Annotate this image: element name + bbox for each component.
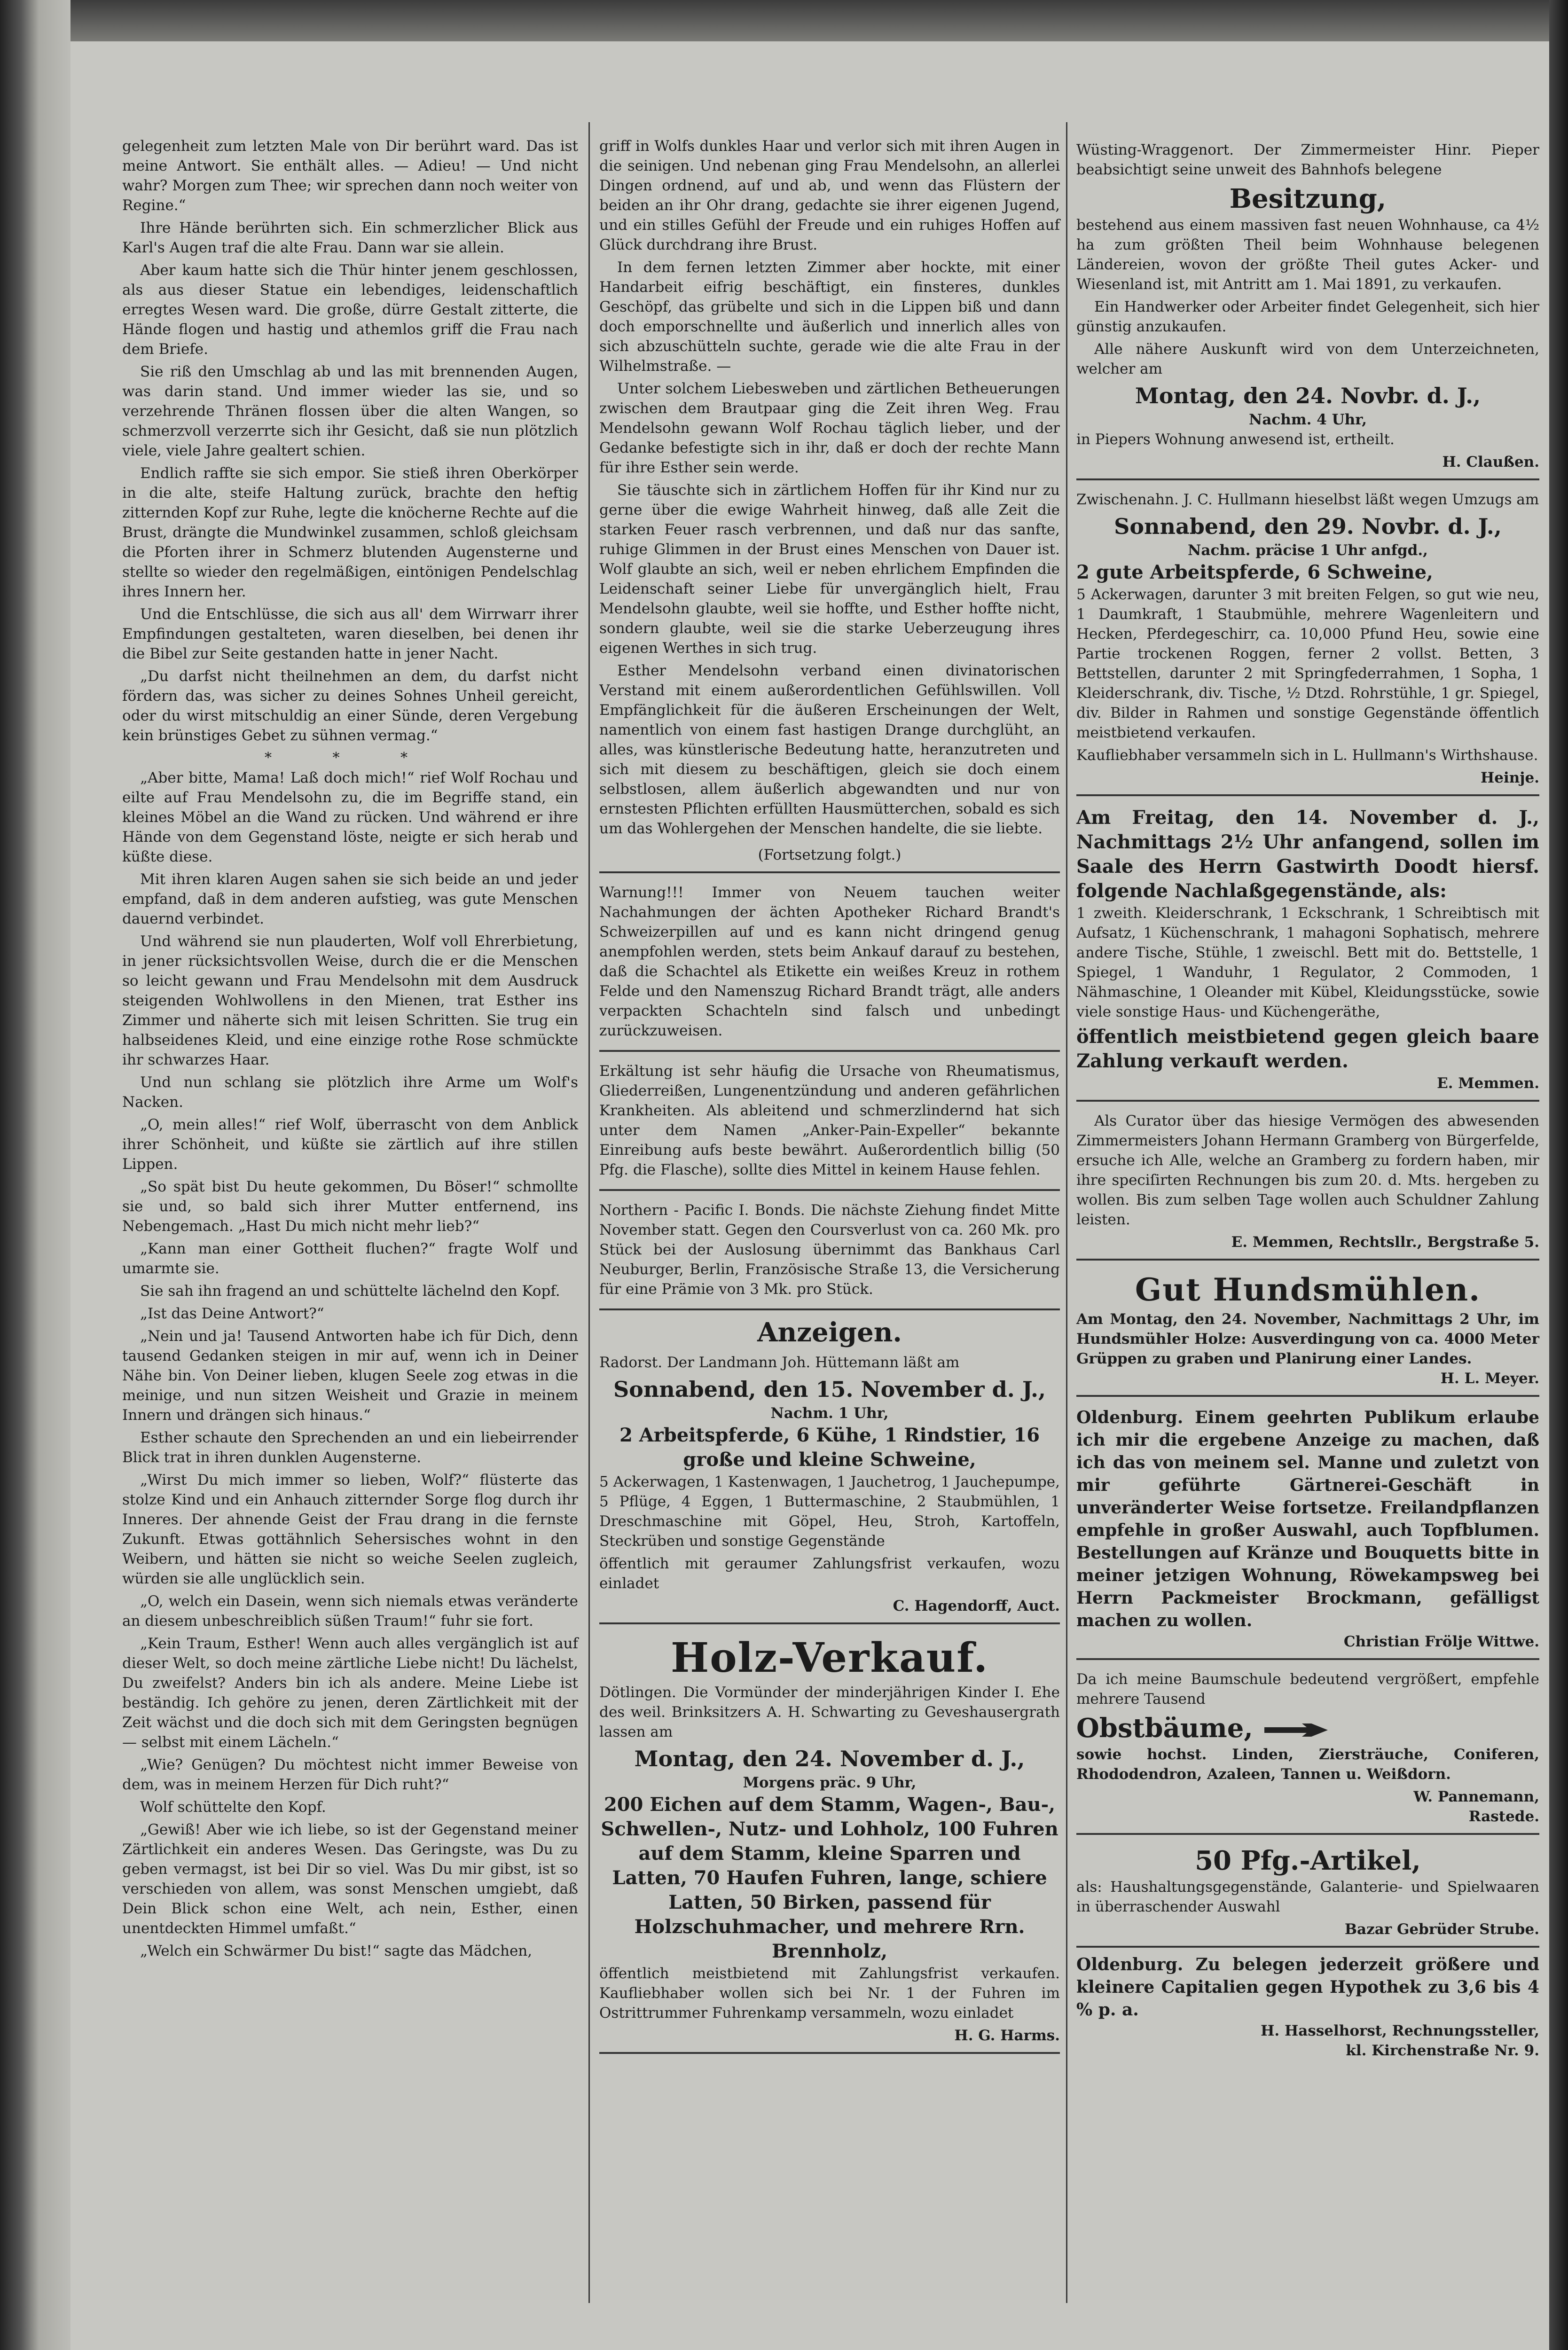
ad-outro: öffentlich meistbietend mit Zahlungsfrist verkaufen. Kaufliebhaber wollen sich bei Nr. 1 der Fuhren im Ostrittrummer Fuhrenkamp versammeln, wozu einladet [599,1965,1060,2021]
story-paragraph: „So spät bist Du heute gekommen, Du Böser!“ schmollte sie und, so bald sich ihrer Mutter entfernend, ins Nebengemach. „Hast Du mich nicht mehr lieb?“ [122,1178,578,1235]
story-paragraph: Und die Entschlüsse, die sich aus all' dem Wirrwarr ihrer Empfindungen gestalteten, waren dieselben, bei denen ihr die Bibel zur Seite gestanden hatte in jener Nacht. [122,606,578,662]
story-paragraph: Aber kaum hatte sich die Thür hinter jenem geschlossen, als aus dieser Statue ein lebendiges, leidenschaftlich erregtes Wesen ward. Die große, dürre Gestalt zitterte, die Hände flogen und hastig und athemlos griff die Frau nach dem Briefe. [122,262,578,358]
ad-signature: H. Claußen. [1442,454,1539,470]
story-paragraph: „Nein und ja! Tausend Antworten habe ich für Dich, denn tausend Gedanken steigen in mir auf, wenn ich in Deiner Nähe bin. Von Deiner lieben, klugen Seele zog etwas in die meinige, und nun sitzen Weisheit und Grazie in meinem Innern und drängen sich hinaus.“ [122,1328,578,1424]
notice-text: Warnung!!! Immer von Neuem tauchen weiter Nachahmungen der ächten Apotheker Richard Brandt's Schweizerpillen auf und es kann nicht dringend genug anempfohlen werden, stets beim Ankauf darauf zu bestehen, daß die Schachtel als Etikette ein weißes Kreuz in rothem Felde und den Namenszug Richard Brandt trägt, alle anders verpackten Schachteln sind falsch und unbedingt zurückzuweisen. [599,884,1060,1039]
ad-zwischenahn [1076,486,1539,796]
ad-outro: Kaufliebhaber versammeln sich in L. Hullmann's Wirthshause. [1076,747,1538,764]
ad-time: Nachm. 4 Uhr, [1248,411,1367,428]
ad-signature: Christian Frölje Wittwe. [1343,1633,1539,1650]
story-column [122,136,578,1964]
ad-heading: Besitzung, [1229,183,1387,214]
ad-body: als: Haushaltungsgegenstände, Galanterie- und Spielwaaren in überraschender Auswahl [1076,1879,1539,1915]
ad-signature: Heinje. [1480,769,1539,786]
ad-date: Montag, den 24. November d. J., [634,1746,1025,1771]
ad-signature: E. Memmen, Rechtsllr., Bergstraße 5. [1231,1234,1539,1251]
ad-signature: E. Memmen. [1437,1075,1539,1092]
ad-items: 1 zweith. Kleiderschrank, 1 Eckschrank, 1 Schreibtisch mit Aufsatz, 1 Küchenschrank, 1 mahagoni Sophatisch, mehrere andere Tische, Stühle, 1 zweischl. Bett mit do. Bettstelle, 1 Spiegel, 1 Wanduhr, 1 Regulator, 2 Commoden, 1 Nähmaschine, 1 Oleander mit Kübel, Kleidungsstücke, sowie viele sonstige Haus- und Küchengeräthe, [1076,905,1539,1020]
ad-nachlass [1076,802,1539,1102]
ad-hypothek [1076,1953,1539,2060]
story-paragraph: „Ist das Deine Antwort?“ [140,1305,324,1322]
ad-gaertnerei [1076,1402,1539,1660]
ad-body: Ein Handwerker oder Arbeiter findet Gelegenheit, sich hier günstig anzukaufen. [1076,298,1539,335]
ad-signature: C. Hagendorff, Auct. [893,1598,1060,1614]
story-paragraph: Esther schaute den Sprechenden an und ein liebeirrender Blick trat in ihren dunklen Augensterne. [122,1429,578,1466]
ad-obstbaeume [1076,1666,1539,1835]
ad-holz-verkauf [599,1630,1060,2054]
ad-intro: Wüsting-Wraggenort. Der Zimmermeister Hinr. Pieper beabsichtigt seine unweit des Bahnhofs belegene [1076,141,1539,178]
ad-heading [1076,1712,1539,1745]
ad-signature: H. G. Harms. [954,2027,1060,2044]
ad-body: sowie hochst. Linden, Ziersträuche, Coniferen, Rhododendron, Azaleen, Tannen u. Weißdorn. [1076,1746,1539,1783]
notice-text: Northern - Pacific I. Bonds. Die nächste Ziehung findet Mitte November statt. Gegen den Coursverlust von ca. 260 Mk. pro Stück bei der Auslosung übernimmt das Bankhaus Carl Neuburger, Berlin, Französische Straße 13, die Versicherung für eine Prämie von 3 Mk. pro Stück. [599,1202,1060,1298]
story-paragraph: gelegenheit zum letzten Male von Dir berührt ward. Das ist meine Antwort. Sie enthält alles. — Adieu! — Und nicht wahr? Morgen zum Thee; wir sprechen dann noch weiter von Regine.“ [122,138,578,214]
story-paragraph: „Aber bitte, Mama! Laß doch mich!“ rief Wolf Rochau und eilte auf Frau Mendelsohn zu, die im Begriffe stand, ein kleines Möbel an die Wand zu rücken. Und während er ihre Hände von dem Gegenstand löste, neigte er sich herab und küßte diese. [122,769,578,865]
ad-signature: W. Pannemann, [1413,1788,1539,1805]
ads-column [1076,136,1539,2060]
story-paragraph: „Wirst Du mich immer so lieben, Wolf?“ flüsterte das stolze Kind und ein Anhauch zitternder Sorge flog durch ihr Inneres. Der ahnende Geist der Frau drang in die fernste Zukunft. Etwas gottähnlich Sehersisches wohnt in den Weibern, und hätten sie nicht so weiche Seelen zugleich, würden sie alle unglücklich sein. [122,1472,578,1587]
story-paragraph: Und nun schlang sie plötzlich ihre Arme um Wolf's Nacken. [122,1074,578,1111]
ad-place: Rastede. [1468,1808,1539,1825]
story-paragraph: „Kein Traum, Esther! Wenn auch alles vergänglich ist auf dieser Welt, so doch meine zärtliche Liebe nicht! Du lächelst, Du zweifelst? Anders bin ich als andere. Meine Liebe ist beständig. Ich gehöre zu jenen, deren Zärtlichkeit mit der Zeit wächst und die doch sich mit dem Geringsten begnügen — selbst mit einem Lächeln.“ [122,1635,578,1751]
ad-heading: Am Freitag, den 14. November d. J., Nachmittags 2½ Uhr anfangend, sollen im Saale des Herrn Gastwirth Doodt hiersf. folgende Nachlaßgegenstände, als: [1076,807,1539,902]
story-paragraph: Und während sie nun plauderten, Wolf voll Ehrerbietung, in jener rücksichtsvollen Weise, durch die er die Menschen so leicht gewann und Frau Mendelsohn mit dem Ausdruck steigenden Wohlwollens in den Mienen, trat Esther ins Zimmer und näherte sich mit leisen Schritten. Sie trug ein halbseidenes Kleid, und eine einzige rothe Rose schmückte ihr schwarzes Haar. [122,933,578,1068]
notice-northern-pacific [599,1197,1060,1310]
story-paragraph: „Gewiß! Aber wie ich liebe, so ist der Gegenstand meiner Zärtlichkeit ein anderes Wesen. Das Geringste, was Du zu geben vermagst, ist bei Dir so viel. Was Du mir gibst, ist so verschieden von allem, was sonst Menschen umgiebt, daß Dein Blick schon eine Welt, ach nein, Esther, einen unentdeckten Himmel umfaßt.“ [122,1821,578,1937]
story-paragraph: Endlich raffte sie sich empor. Sie stieß ihren Oberkörper in die alte, steife Haltung zurück, brachte den heftig zitternden Kopf zur Ruhe, legte die knöcherne Rechte auf die Brust, drängte die Mundwinkel zusammen, schloß gleichsam die Pforten ihrer in Schmerz blutenden Augensterne und stellte so wieder den regelmäßigen, eintönigen Pendelschlag ihres Innern her. [122,465,578,600]
story-paragraph: „O, mein alles!“ rief Wolf, überrascht von dem Anblick ihrer Schönheit, und küßte sie zärtlich auf ihre stillen Lippen. [122,1116,578,1173]
ad-date: Sonnabend, den 29. Novbr. d. J., [1114,514,1502,539]
ad-date: Sonnabend, den 15. November d. J., [613,1377,1046,1402]
story-paragraph: „Welch ein Schwärmer Du bist!“ sagte das Mädchen, [140,1943,533,1959]
pointing-hand-icon [1262,1721,1333,1739]
ad-items-bold: 2 gute Arbeitspferde, 6 Schweine, [1076,561,1433,583]
story-paragraph: Esther Mendelsohn verband einen divinatorischen Verstand mit einem außerordentlichen Gefühlswillen. Voll Empfänglichkeit für die äußeren Erscheinungen der Welt, namentlich von einem fast hastigen Drange durchglüht, an alles, was künstlerische Bedeutung hatte, heranzutreten und sich mit diesem zu beschäftigen, gleich sie doch einem selbstlosen, allem äußerlich abgewandten und nur von ernstesten Pflichten erfüllten Hausmütterchen, sobald es sich um das Wohlergehen der Menschen handelte, die sie liebte. [599,662,1060,837]
story-paragraph: „O, welch ein Dasein, wenn sich niemals etwas veränderte an diesem unbeschreiblich süßen Traum!“ fuhr sie fort. [122,1593,578,1629]
ad-intro: Da ich meine Baumschule bedeutend vergrößert, empfehle mehrere Tausend [1076,1671,1539,1708]
ad-outro: in Piepers Wohnung anwesend ist, ertheilt. [1076,431,1395,448]
ad-shop: Bazar Gebrüder Strube. [1344,1921,1539,1938]
ad-items: 5 Ackerwagen, darunter 3 mit breiten Felgen, so gut wie neu, 1 Daumkraft, 1 Staubmühle, mehrere Wagenleitern und Hecken, Pferdegeschirr, ca. 10,000 Pfund Heu, sowie eine Partie trockenen Roggen, ferner 2 vollst. Betten, 3 Bettstellen, darunter 2 mit Springfederrahmen, 1 Sopha, 1 Kleiderschrank, div. Tische, ½ Dtzd. Rohrstühle, 1 gr. Spiegel, div. Bilder in Rahmen und sonstige Gegenstände öffentlich meistbietend verkaufen. [1076,586,1539,741]
ad-hundsmuehlen [1076,1266,1539,1397]
ad-50-pfg-artikel [1076,1841,1539,1948]
story-paragraph: griff in Wolfs dunkles Haar und verlor sich mit ihren Augen in die seinigen. Und nebenan ging Frau Mendelsohn, an allerlei Dingen ordnend, auf und ab, und wenn das Flüstern der beiden an ihr Ohr drang, gedachte sie ihrer eigenen Jugend, und ein stilles Gefühl der Freude und ein ruhiges Hoffen auf Glück durchdrang ihre Brust. [599,138,1060,253]
story-paragraph: Wolf schüttelte den Kopf. [140,1799,326,1816]
column-rule [1066,122,1067,2303]
ad-heading-text: Obstbäume, [1076,1713,1253,1744]
ad-heading: 50 Pfg.-Artikel, [1195,1845,1421,1876]
ad-body: Alle nähere Auskunft wird von dem Unterzeichneten, welcher am [1076,341,1539,377]
ad-body: Als Curator über das hiesige Vermögen des abwesenden Zimmermeisters Johann Hermann Gramberg von Bürgerfelde, ersuche ich Alle, welche an Gramberg zu fordern haben, mir ihre speciſirten Rechnungen bis zum 20. d. Mts. hergeben zu wollen. Bis zum selben Tage wollen auch Schuldner Zahlung leisten. [1076,1112,1539,1228]
section-asterisks: * * * [264,750,436,766]
story-paragraph: Mit ihren klaren Augen sahen sie sich beide an und jeder empfand, daß in dem anderen aufstieg, was gute Menschen dauernd verbindet. [122,871,578,927]
ad-items: 5 Ackerwagen, 1 Kastenwagen, 1 Jauchetrog, 1 Jauchepumpe, 5 Pflüge, 4 Eggen, 1 Buttermaschine, 2 Staubmühlen, 1 Dreschmaschine mit Göpel, Heu, Stroh, Kartoffeln, Steckrüben und sonstige Gegenstände [599,1473,1060,1550]
ad-items-bold: 2 Arbeitspferde, 6 Kühe, 1 Rindstier, 16 große und kleine Schweine, [619,1424,1040,1471]
ad-intro: Zwischenahn. J. C. Hullmann hieselbst läßt wegen Umzugs am [1076,491,1539,508]
ad-address: kl. Kirchenstraße Nr. 9. [1346,2042,1539,2059]
ad-time: Nachm. präcise 1 Uhr anfgd., [1188,542,1428,559]
story-paragraph: Sie riß den Umschlag ab und las mit brennenden Augen, was darin stand. Und immer wieder las sie, und so verzehrende Thränen flossen über die alten Wangen, so schmerzvoll verzerrte sich ihr Gesicht, daß sie nun plötzlich viele, viele Jahre gealtert schien. [122,363,578,459]
ad-body: bestehend aus einem massiven fast neuen Wohnhause, ca 4½ ha zum größten Theil beim Wohnhause belegenen Ländereien, wovon der größte Theil gutes Acker- und Wiesenland ist, mit Antritt am 1. Mai 1891, zu verkaufen. [1076,217,1539,293]
book-binding [0,0,71,2350]
ad-intro: Radorst. Der Landmann Joh. Hüttemann läßt am [599,1354,960,1371]
ad-body: Oldenburg. Zu belegen jederzeit größere und kleinere Capitalien gegen Hypothek zu 3,6 bis 4 % p. a. [1076,1955,1539,2020]
ad-heading: Gut Hundsmühlen. [1135,1271,1481,1308]
ad-items: 200 Eichen auf dem Stamm, Wagen-, Bau-, Schwellen-, Nutz- und Lohholz, 100 Fuhren auf dem Stamm, kleine Sparren und Latten, 70 Haufen Fuhren, lange, schiere Latten, 50 Birken, passend für Holzschuhmacher, und mehrere Rrn. Brennholz, [601,1794,1058,1962]
story-paragraph: In dem fernen letzten Zimmer aber hockte, mit einer Handarbeit eifrig beschäftigt, ein finsteres, dunkles Geschöpf, das grübelte und sich in die Lippen biß und dann doch emporschnellte und äußerlich und innerlich alles von sich abzuschütteln suchte, gerade wie die alte Frau in der Wilhelmstraße. — [599,259,1060,375]
column-rule [588,122,590,2303]
ad-signature: H. Hasselhorst, Rechnungssteller, [1261,2022,1539,2039]
story-paragraph: Sie sah ihn fragend an und schüttelte lächelnd den Kopf. [140,1283,560,1300]
ad-radorst [599,1349,1060,1624]
ad-date: Montag, den 24. Novbr. d. J., [1135,383,1481,408]
story-paragraph: Unter solchem Liebesweben und zärtlichen Betheuerungen zwischen dem Brautpaar ging die Zeit ihren Weg. Frau Mendelsohn gewann Wolf Rochau täglich lieber, und der Gedanke befestigte sich in ihr, daß er doch der rechte Mann für ihre Esther sein werde. [599,380,1060,476]
notice-text: Erkältung ist sehr häufig die Ursache von Rheumatismus, Gliederreißen, Lungenentzündung und anderen gefährlichen Krankheiten. Als ableitend und schmerzlindernd hat sich unter dem Namen „Anker-Pain-Expeller“ bekannte Einreibung aufs beste bewährt. Außerordentlich billig (50 Pfg. die Flasche), sollte dies Mittel in keinem Hause fehlen. [599,1063,1060,1178]
notice-erkaeltung [599,1058,1060,1191]
ad-outro: öffentlich meistbietend gegen gleich baare Zahlung verkauft werden. [1076,1026,1539,1072]
ad-body: Oldenburg. Einem geehrten Publikum erlaube ich mir die ergebene Anzeige zu machen, daß ich das von meinem sel. Manne und zuletzt von mir geführte Gärtnerei-Geschäft in unveränderter Weise fortsetze. Freilandpflanzen empfehle in großer Auswahl, auch Topfblumen. Bestellungen auf Kränze und Bouquetts bitte in meiner jetzigen Wohnung, Röwekampsweg bei Herrn Packmeister Brockmann, gefälligst machen zu wollen. [1076,1408,1539,1630]
story-paragraph: Sie täuschte sich in zärtlichem Hoffen für ihr Kind nur zu gerne über die ewige Wahrheit hinweg, daß alle Zeit die starken Feuer rasch verbrennen, und daß nur das sanfte, ruhige Glimmen in der Brust eines Menschen von Dauer ist. Wolf glaubte an sich, weil er neben ehrlichem Empfinden die Leidenschaft seiner Liebe für unvergänglich hielt, Frau Mendelsohn glaubte, weil sie hoffte, und Esther hoffte nicht, sondern glaubte, weil sie die starke Ueberzeugung ihres eigenen Werthes in sich trug. [599,482,1060,657]
story-paragraph: „Wie? Genügen? Du möchtest nicht immer Beweise von dem, was in meinem Herzen für Dich ruht?“ [122,1756,578,1793]
ad-time: Morgens präc. 9 Uhr, [743,1774,917,1791]
ad-curator [1076,1107,1539,1261]
page-top-edge [71,0,1551,41]
story-paragraph: Ihre Hände berührten sich. Ein schmerzlicher Blick aus Karl's Augen traf die alte Frau. Dann war sie allein. [122,219,578,256]
ad-signature: H. L. Meyer. [1440,1370,1539,1387]
page-right-edge [1549,0,1568,2350]
middle-column [599,136,1060,2060]
ad-outro: öffentlich mit geraumer Zahlungsfrist verkaufen, wozu einladet [599,1555,1060,1592]
ad-intro: Dötlingen. Die Vormünder der minderjährigen Kinder I. Ehe des weil. Brinksitzers A. H. Schwarting zu Geveshausergrath lassen am [599,1684,1060,1740]
ad-body: Am Montag, den 24. November, Nachmittags 2 Uhr, im Hundsmühler Holze: Ausverdingung von ca. 4000 Meter Grüppen zu graben und Planirung einer Landes. [1076,1311,1539,1367]
notice-warnung [599,879,1060,1052]
ad-time: Nachm. 1 Uhr, [770,1405,889,1422]
section-heading-anzeigen: Anzeigen. [757,1317,902,1348]
ad-heading: Holz-Verkauf. [670,1634,989,1682]
story-paragraph: „Du darfst nicht theilnehmen an dem, du darfst nicht fördern das, was sicher zu deines Sohnes Unheil gereicht, oder du wirst mitschuldig an einer Sünde, deren Vergebung kein brünstiges Gebet zu sühnen vermag.“ [122,668,578,744]
continued-note: (Fortsetzung folgt.) [599,841,1060,873]
ad-wuesting [1076,136,1539,480]
story-paragraph: „Kann man einer Gottheit fluchen?“ fragte Wolf und umarmte sie. [122,1240,578,1277]
